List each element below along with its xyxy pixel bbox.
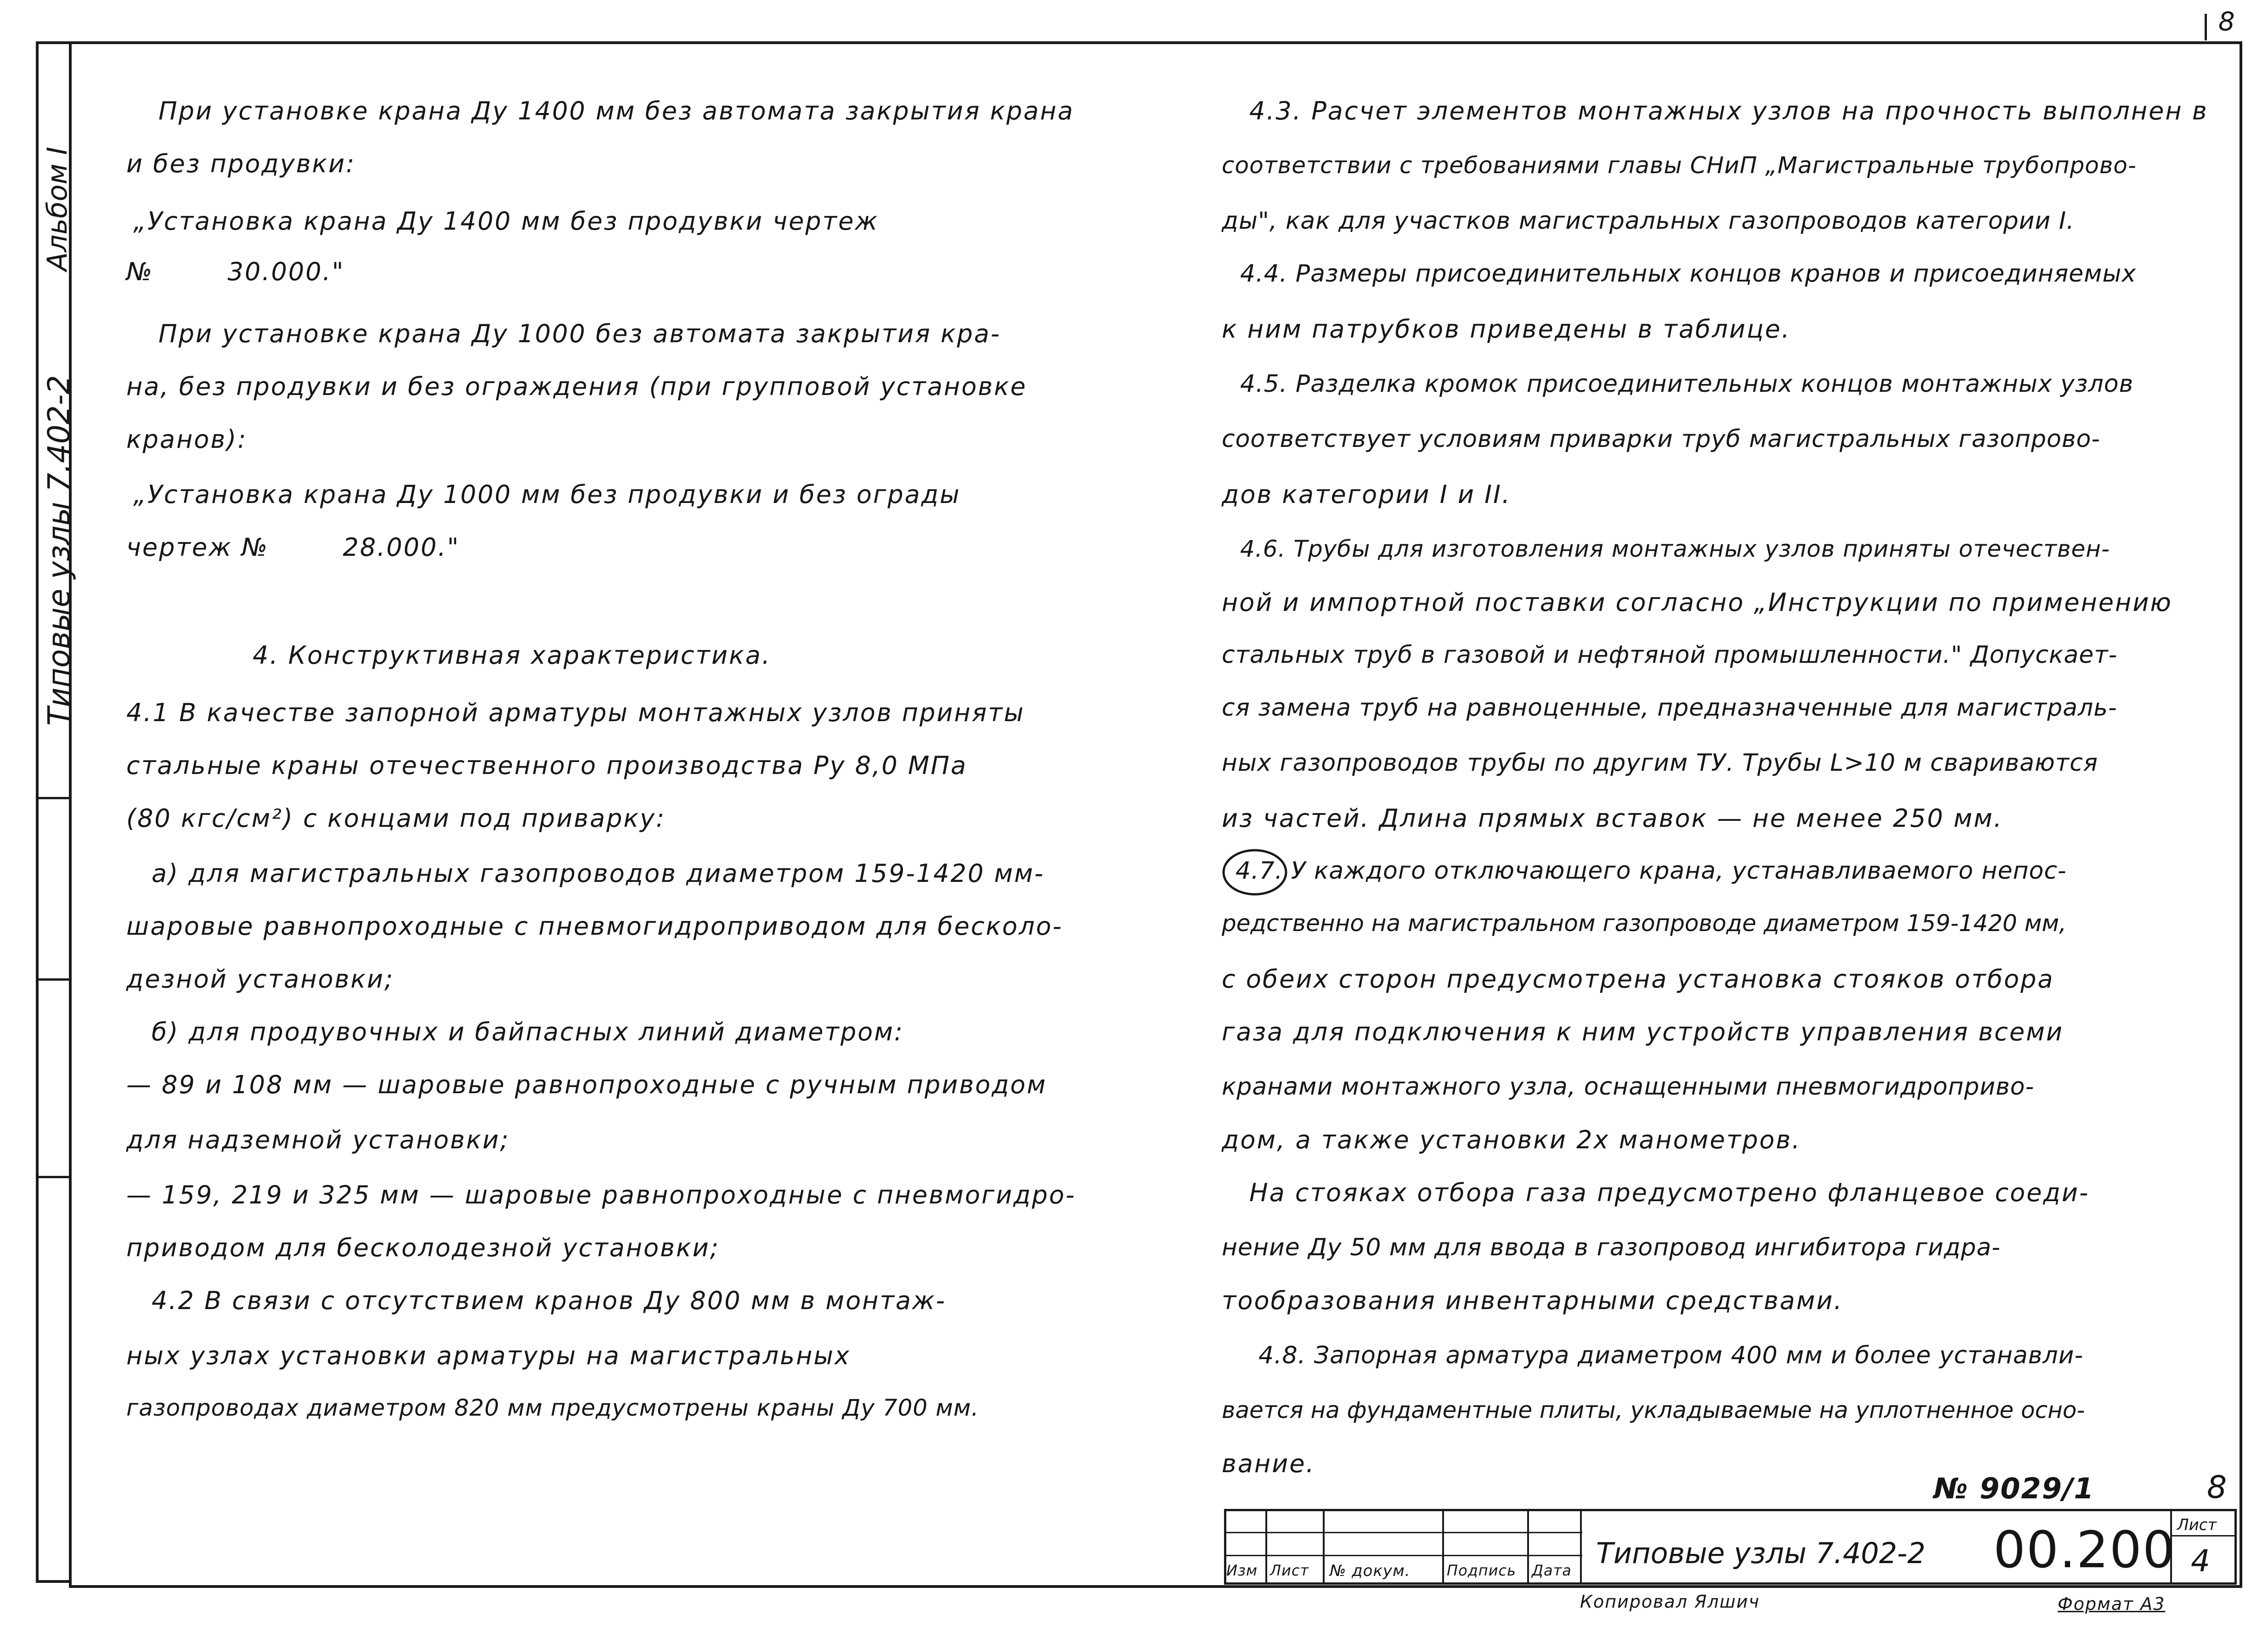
item-4-7-circle — [1222, 847, 1291, 898]
side-strip-divider — [36, 41, 39, 1582]
right-line-7: соответствует условиям приварки труб магистральных газопрово- — [1222, 425, 2101, 453]
tb-col-5 — [1580, 1509, 1582, 1582]
right-line-16: редственно на магистральном газопроводе диаметром 159-1420 мм, — [1222, 910, 2067, 937]
doc-number: № 9029/1 — [1934, 1472, 2095, 1505]
right-line-13: ных газопроводов трубы по другим ТУ. Трубы L>10 м свариваются — [1222, 749, 2098, 777]
tb-header-izm: Изм — [1226, 1562, 1258, 1579]
right-line-26: вание. — [1222, 1449, 1315, 1478]
right-line-15: 4.7. У каждого отключающего крана, устанавливаемого непос- — [1236, 857, 2067, 885]
tb-header-date: Дата — [1532, 1562, 1572, 1579]
right-line-25: вается на фундаментные плиты, укладываемые на уплотненное осно- — [1222, 1397, 2085, 1423]
left-line-24: газопроводах диаметром 820 мм предусмотрены краны Ду 700 мм. — [126, 1395, 979, 1421]
right-line-23: тообразования инвентарными средствами. — [1222, 1286, 1844, 1315]
left-line-12: стальные краны отечественного производства Ру 8,0 МПа — [126, 751, 968, 780]
left-line-5: При установке крана Ду 1000 без автомата закрытия кра- — [158, 319, 1001, 348]
right-line-24: 4.8. Запорная арматура диаметром 400 мм и более устанавли- — [1258, 1342, 2084, 1369]
left-line-16: дезной установки; — [126, 965, 395, 994]
footer-format: Формат А3 — [2058, 1594, 2166, 1614]
page-number-tick — [2205, 14, 2207, 40]
left-line-11: 4.1 В качестве запорной арматуры монтажных узлов приняты — [126, 698, 1025, 727]
tb-header-doc: № докум. — [1330, 1562, 1410, 1580]
left-line-22: 4.2 В связи с отсутствием кранов Ду 800 мм в монтаж- — [152, 1286, 947, 1315]
right-line-20: дом, а также установки 2х манометров. — [1222, 1125, 1801, 1154]
tb-sheet-number: 4 — [2191, 1543, 2210, 1579]
left-line-4: № 30.000." — [126, 257, 345, 286]
left-line-3: „Установка крана Ду 1400 мм без продувки чертеж — [133, 207, 879, 236]
left-line-13: (80 кгс/см²) с концами под приварку: — [126, 804, 666, 833]
tb-col-3 — [1442, 1509, 1444, 1582]
tb-sheet-label: Лист — [2177, 1516, 2217, 1534]
left-line-17: б) для продувочных и байпасных линий диаметром: — [152, 1017, 904, 1046]
page-number: 8 — [2218, 7, 2236, 37]
right-line-21: На стояках отбора газа предусмотрено фланцевое соеди- — [1249, 1178, 2090, 1207]
right-line-10: ной и импортной поставки согласно „Инструкции по применению — [1222, 588, 2172, 617]
left-line-14: а) для магистральных газопроводов диаметром 159-1420 мм- — [152, 859, 1045, 888]
tb-row-2 — [1224, 1555, 1582, 1556]
section-heading: 4. Конструктивная характеристика. — [253, 641, 771, 670]
left-line-21: приводом для бесколодезной установки; — [126, 1233, 720, 1262]
side-strip-tick-2 — [36, 978, 72, 981]
side-strip-tick-3 — [36, 1176, 72, 1178]
right-line-4: 4.4. Размеры присоединительных концов кранов и присоединяемых — [1240, 260, 2137, 288]
left-line-1: При установке крана Ду 1400 мм без автомата закрытия крана — [158, 96, 1074, 125]
tb-col-4 — [1527, 1509, 1529, 1582]
side-strip-series: Типовые узлы 7.402-2 — [41, 375, 77, 726]
right-line-19: кранами монтажного узла, оснащенными пневмогидроприво- — [1222, 1073, 2035, 1101]
left-line-9: чертеж № 28.000." — [126, 533, 460, 562]
doc-sheet-mark: 8 — [2207, 1469, 2229, 1506]
right-line-6: 4.5. Разделка кромок присоединительных концов монтажных узлов — [1240, 370, 2134, 398]
side-strip-album: Альбом I — [41, 147, 73, 271]
left-line-20: — 159, 219 и 325 мм — шаровые равнопроходные с пневмогидро- — [126, 1180, 1076, 1209]
left-line-2: и без продувки: — [126, 149, 356, 178]
right-line-2: соответствии с требованиями главы СНиП „Магистральные трубопрово- — [1222, 152, 2137, 179]
tb-header-list: Лист — [1270, 1562, 1309, 1579]
tb-row-1 — [1224, 1532, 1582, 1533]
right-line-3: ды", как для участков магистральных газопроводов категории I. — [1222, 207, 2075, 235]
left-line-23: ных узлах установки арматуры на магистральных — [126, 1341, 851, 1370]
tb-col-1 — [1265, 1509, 1267, 1582]
right-line-18: газа для подключения к ним устройств управления всеми — [1222, 1017, 2064, 1046]
right-line-1: 4.3. Расчет элементов монтажных узлов на прочность выполнен в — [1249, 96, 2208, 125]
side-strip-top — [36, 41, 72, 44]
left-line-6: на, без продувки и без ограждения (при групповой установке — [126, 372, 1027, 401]
left-line-19: для надземной установки; — [126, 1125, 510, 1154]
tb-title: Типовые узлы 7.402-2 — [1596, 1536, 1926, 1570]
right-line-17: с обеих сторон предусмотрена установка стояков отбора — [1222, 965, 2054, 994]
footer-copied: Копировал Ялшич — [1580, 1592, 1760, 1612]
right-line-11: стальных труб в газовой и нефтяной промышленности." Допускает- — [1222, 641, 2118, 669]
tb-header-sign: Подпись — [1447, 1562, 1516, 1579]
tb-code: 00.200 — [1993, 1520, 2176, 1579]
left-line-7: кранов): — [126, 425, 248, 454]
side-strip-tick-1 — [36, 797, 72, 799]
right-line-14: из частей. Длина прямых вставок — не менее 250 мм. — [1222, 804, 2003, 833]
right-line-9: 4.6. Трубы для изготовления монтажных узлов приняты отечествен- — [1240, 536, 2110, 562]
right-line-5: к ним патрубков приведены в таблице. — [1222, 315, 1791, 344]
left-line-18: — 89 и 108 мм — шаровые равнопроходные с ручным приводом — [126, 1070, 1047, 1099]
tb-sheet-row — [2170, 1535, 2234, 1536]
side-strip-bottom — [36, 1580, 72, 1583]
right-line-12: ся замена труб на равноценные, предназначенные для магистраль- — [1222, 694, 2117, 722]
left-line-15: шаровые равнопроходные с пневмогидроприводом для бесколо- — [126, 912, 1063, 941]
right-line-22: нение Ду 50 мм для ввода в газопровод ингибитора гидра- — [1222, 1234, 2001, 1261]
left-line-8: „Установка крана Ду 1000 мм без продувки и без ограды — [133, 480, 961, 509]
tb-col-2 — [1323, 1509, 1325, 1582]
right-line-8: дов категории I и II. — [1222, 480, 1512, 509]
